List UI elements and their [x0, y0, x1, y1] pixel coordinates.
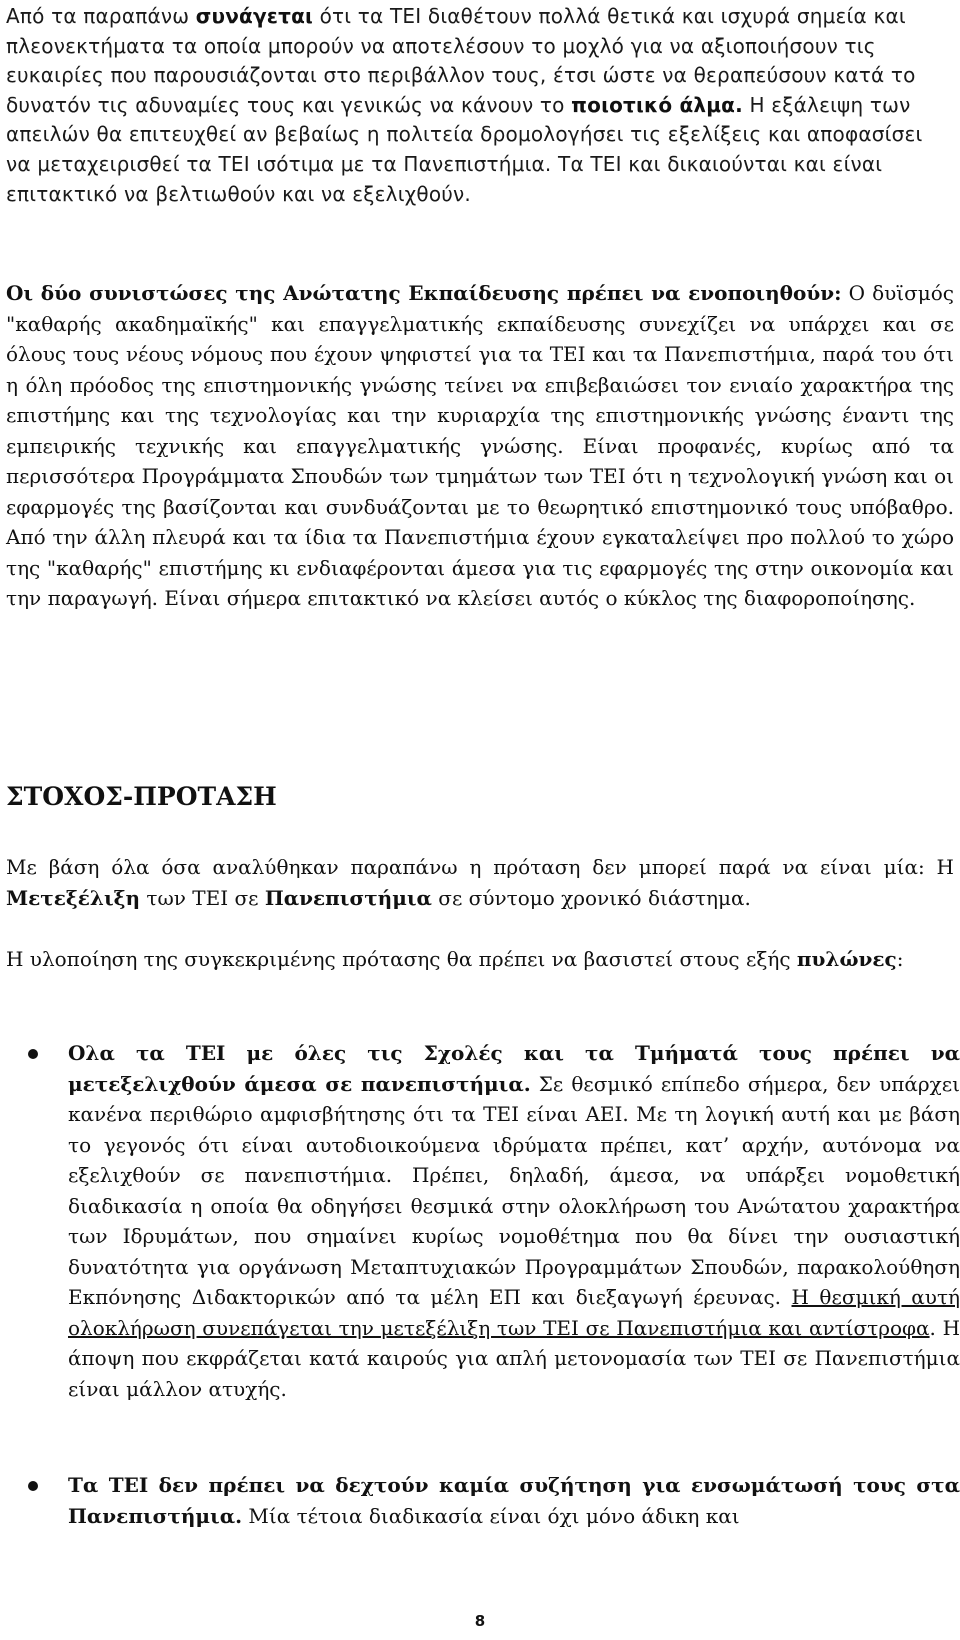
text-run: των ΤΕΙ σε: [140, 885, 265, 910]
bold-run: Ολα τα ΤΕΙ με όλες τις Σχολές και τα Τμήματά τους πρέπει να μετεξελιχθούν άμεσα σε πανεπιστήμια.: [68, 1041, 960, 1096]
list-item-text: [68, 1038, 960, 1404]
bullet-icon: [28, 1481, 38, 1491]
text-run: . Η άποψη που εκφράζεται κατά καιρούς για απλή μετονομασία των ΤΕΙ σε Πανεπιστήμια είναι μάλλον ατυχής.: [68, 1315, 960, 1401]
paragraph-proposal: [6, 852, 954, 913]
bold-run: πυλώνες: [796, 947, 897, 971]
bold-run: Μετεξέλιξη: [6, 885, 141, 910]
underlined-run: Η θεσμική αυτή ολοκλήρωση συνεπάγεται την μετεξέλιξη των ΤΕΙ σε Πανεπιστήμια και αντίστροφα: [68, 1285, 960, 1340]
bold-run: Πανεπιστήμια: [264, 885, 432, 910]
paragraph-two-components: [6, 278, 954, 614]
page-number: 8: [474, 1612, 486, 1630]
text-run: Η εξάλειψη των απειλών θα επιτευχθεί αν βεβαίως η πολιτεία δρομολογήσει τις εξελίξεις και αποφασίσει να μεταχειρισθεί τα ΤΕΙ ισότιμα με τα Πανεπιστήμια. Τα ΤΕΙ και δικαιούνται και είναι επιτακτικό να βελτιωθούν και να εξελιχθούν.: [6, 92, 923, 206]
bold-run: συνάγεται: [195, 4, 314, 28]
text-run: Ο δυϊσμός "καθαρής ακαδημαϊκής" και επαγγελματικής εκπαίδευσης συνεχίζει να υπάρχει και σε όλους τους νέους νόμους που έχουν ψηφιστεί για τα ΤΕΙ και τα Πανεπιστήμια, παρά του ότι η όλη πρόοδος της επιστημονικής γνώσης τείνει να επιβεβαιώσει τον ενιαίο χαρακτήρα της επιστήμης και της τεχνολογίας και την κυριαρχία της επιστημονικής γνώσης έναντι της εμπειρικής τεχνικής και επαγγελματικής γνώσης. Είναι προφανές, κυρίως από τα περισσότερα Προγράμματα Σπουδών των τμημάτων των ΤΕΙ ότι η τεχνολογική γνώση και οι εφαρμογές της βασίζονται και συνδυάζονται με το θεωρητικό επιστημονικό τους υπόβαθρο. Από την άλλη πλευρά και τα ίδια τα Πανεπιστήμια έχουν εγκαταλείψει προ πολλού το χώρο της "καθαρής" επιστήμης κι ενδιαφέρονται άμεσα για τις εφαρμογές της στην οικονομία και την παραγωγή. Είναι σήμερα επιτακτικό να κλείσει αυτός ο κύκλος της διαφοροποίησης.: [6, 281, 955, 610]
list-item-text: [68, 1470, 960, 1531]
text-run: Από τα παραπάνω: [6, 4, 196, 28]
paragraph-pillars-intro: [6, 944, 954, 975]
text-run: Σε θεσμικό επίπεδο σήμερα, δεν υπάρχει κανένα περιθώριο αμφισβήτησης ότι τα ΤΕΙ είναι ΑΕΙ. Με τη λογική αυτή και με βάση το γεγονός ότι είναι αυτοδιοικούμενα ιδρύματα πρέπει, κατ’ αρχήν, αυτόνομα να εξελιχθούν σε πανεπιστήμια. Πρέπει, δηλαδή, άμεσα, να υπάρξει νομοθετική διαδικασία η οποία θα οδηγήσει θεσμικά στην ολοκλήρωση του Ανώτατου χαρακτήρα των Ιδρυμάτων, που σημαίνει κυρίως νομοθέτημα που θα δίνει την ουσιαστική δυνατότητα για οργάνωση Μεταπτυχιακών Προγραμμάτων Σπουδών, παρακολούθηση Εκπόνησης Διδακτορικών από τα μέλη ΕΠ και διεξαγωγή έρευνας.: [68, 1071, 960, 1309]
paragraph-conclusion: [6, 2, 952, 209]
bold-run: Τα ΤΕΙ δεν πρέπει να δεχτούν καμία συζήτηση για ενσωμάτωσή τους στα Πανεπιστήμια.: [68, 1473, 960, 1528]
bullet-icon: [28, 1049, 38, 1059]
text-run: Με βάση όλα όσα αναλύθηκαν παραπάνω η πρόταση δεν μπορεί παρά να είναι μία: Η: [6, 855, 954, 879]
bold-run: Οι δύο συνιστώσες της Ανώτατης Εκπαίδευσης πρέπει να ενοποιηθούν:: [6, 281, 842, 305]
bold-run: ποιοτικό άλμα.: [571, 92, 743, 117]
text-run: σε σύντομο χρονικό διάστημα.: [431, 885, 751, 910]
text-run: Η υλοποίηση της συγκεκριμένης πρότασης θα πρέπει να βασιστεί στους εξής: [6, 947, 797, 971]
section-heading: ΣΤΟΧΟΣ-ΠΡΟΤΑΣΗ: [6, 782, 277, 811]
text-run: Μία τέτοια διαδικασία είναι όχι μόνο άδικη και: [242, 1503, 740, 1528]
text-run: ότι τα ΤΕΙ διαθέτουν πολλά θετικά και ισχυρά σημεία και πλεονεκτήματα τα οποία μπορούν να αποτελέσουν το μοχλό για να αξιοποιήσουν τις ευκαιρίες που παρουσιάζονται στο περιβάλλον τους, έτσι ώστε να θεραπεύσουν κατά το δυνατόν τις αδυναμίες τους και γενικώς να κάνουν το: [6, 4, 916, 117]
text-run: :: [896, 947, 904, 971]
